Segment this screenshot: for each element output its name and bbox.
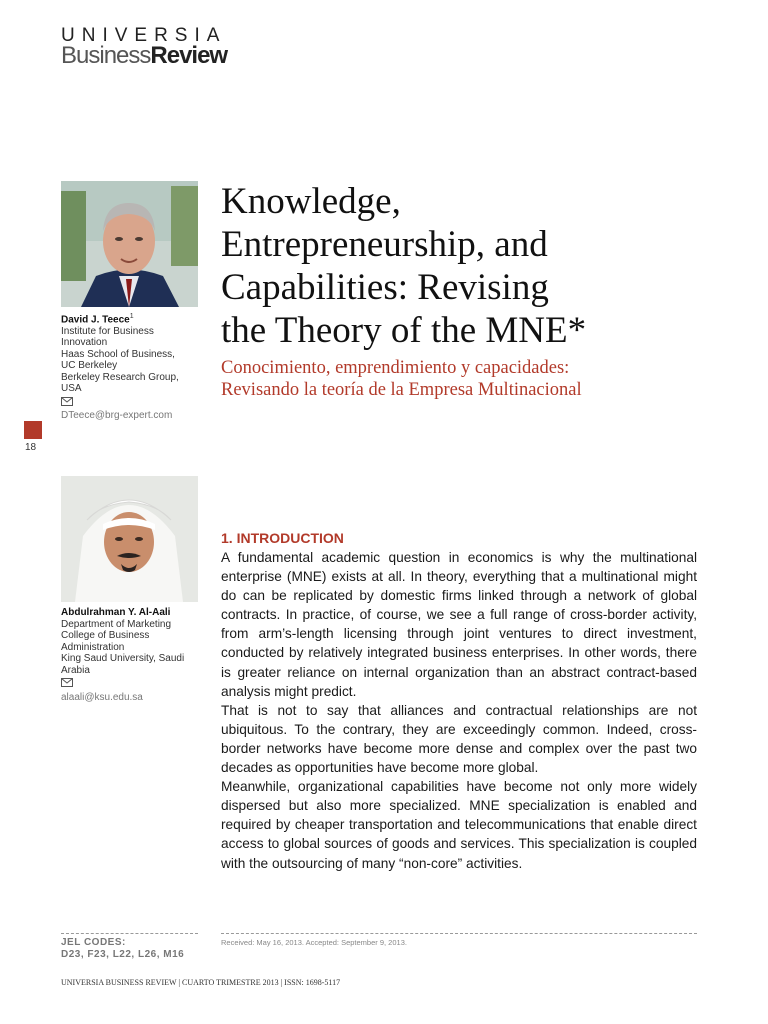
- subtitle-line: Conocimiento, emprendimiento y capacidades:: [221, 358, 570, 378]
- section-heading: 1. INTRODUCTION: [221, 530, 344, 546]
- jel-codes-values: D23, F23, L22, L26, M16: [61, 949, 185, 960]
- author-email[interactable]: DTeece@brg-expert.com: [61, 410, 173, 422]
- logo-review: Review: [150, 42, 228, 69]
- title-line: Capabilities: Revising: [221, 267, 549, 308]
- author-affiliation-line: Arabia: [61, 664, 90, 676]
- body-paragraph: Meanwhile, organizational capabilities have become not only more widely dispersed but also more specialized. MNE specialization is enabled and required by cheaper transportation and telecommunications that enable direct access to global sources of goods and services. This specialization is coupled with the outsourcing of many “non-core” activities.: [221, 779, 697, 871]
- author-affiliation-line: Innovation: [61, 337, 108, 349]
- jel-codes-label: JEL CODES:: [61, 937, 126, 948]
- author-affiliation-line: UC Berkeley: [61, 360, 118, 372]
- author-affiliation-line: USA: [61, 383, 82, 395]
- journal-logo-top: UNIVERSIA: [61, 25, 227, 46]
- journal-footer: UNIVERSIA BUSINESS REVIEW | CUARTO TRIMESTRE 2013 | ISSN: 1698-5117: [61, 978, 341, 987]
- article-title: [221, 180, 701, 352]
- subtitle-line: Revisando la teoría de la Empresa Multinacional: [221, 380, 582, 400]
- section-body: [221, 548, 697, 873]
- body-paragraph: A fundamental academic question in economics is why the multinational enterprise (MNE) exists at all. In theory, everything that a multinational might do can be replicated by domestic firms linked through a network of global contracts. In practice, of course, we see a full range of cross-border activity, from arm’s-length licensing through joint ventures to direct investment, conducted by relatively integrated business enterprises. In other words, there is greater reliance on internal organization than an abstract contract-based analysis might predict.: [221, 550, 697, 699]
- email-icon: [61, 678, 73, 691]
- body-paragraph: That is not to say that alliances and contractual relationships are not ubiquitous. To the contrary, they are exceedingly common. Indeed, cross-border networks have become more dense and complex over the past two decades as opportunities have become more global.: [221, 702, 697, 776]
- author-affiliation-line: Administration: [61, 641, 125, 653]
- title-line: Entrepreneurship, and: [221, 224, 548, 265]
- author-block-al-aali: [61, 607, 201, 703]
- title-line: Knowledge,: [221, 181, 401, 222]
- author-footnote-marker: 1: [129, 313, 134, 320]
- author-photo-teece: [61, 181, 198, 307]
- author-block-teece: [61, 311, 201, 422]
- title-line: the Theory of the MNE*: [221, 310, 587, 351]
- received-dates: Received: May 16, 2013. Accepted: September 9, 2013.: [221, 938, 407, 947]
- email-icon: [61, 397, 73, 410]
- author-name: Abdulrahman Y. Al-Aali: [61, 607, 171, 618]
- author-affiliation-line: College of Business: [61, 630, 150, 641]
- author-photo-al-aali: [61, 476, 198, 602]
- author-affiliation-line: Department of Marketing: [61, 618, 172, 630]
- article-subtitle: [221, 357, 711, 401]
- author-name: David J. Teece$^1$: [61, 313, 134, 326]
- author-affiliation-line: Berkeley Research Group,: [61, 371, 179, 383]
- author-affiliation-line: Haas School of Business,: [61, 348, 175, 360]
- logo-business: Business: [61, 42, 151, 69]
- page-number-marker: [24, 421, 42, 439]
- author-email[interactable]: alaali@ksu.edu.sa: [61, 691, 143, 703]
- author-affiliation-line: King Saud University, Saudi: [61, 653, 185, 664]
- journal-logo-bottom: [61, 42, 227, 70]
- page-number: 18: [25, 442, 37, 453]
- footer-divider-left: [61, 933, 198, 934]
- author-affiliation-line: Institute for Business: [61, 325, 154, 337]
- footer-divider-right: [221, 933, 697, 934]
